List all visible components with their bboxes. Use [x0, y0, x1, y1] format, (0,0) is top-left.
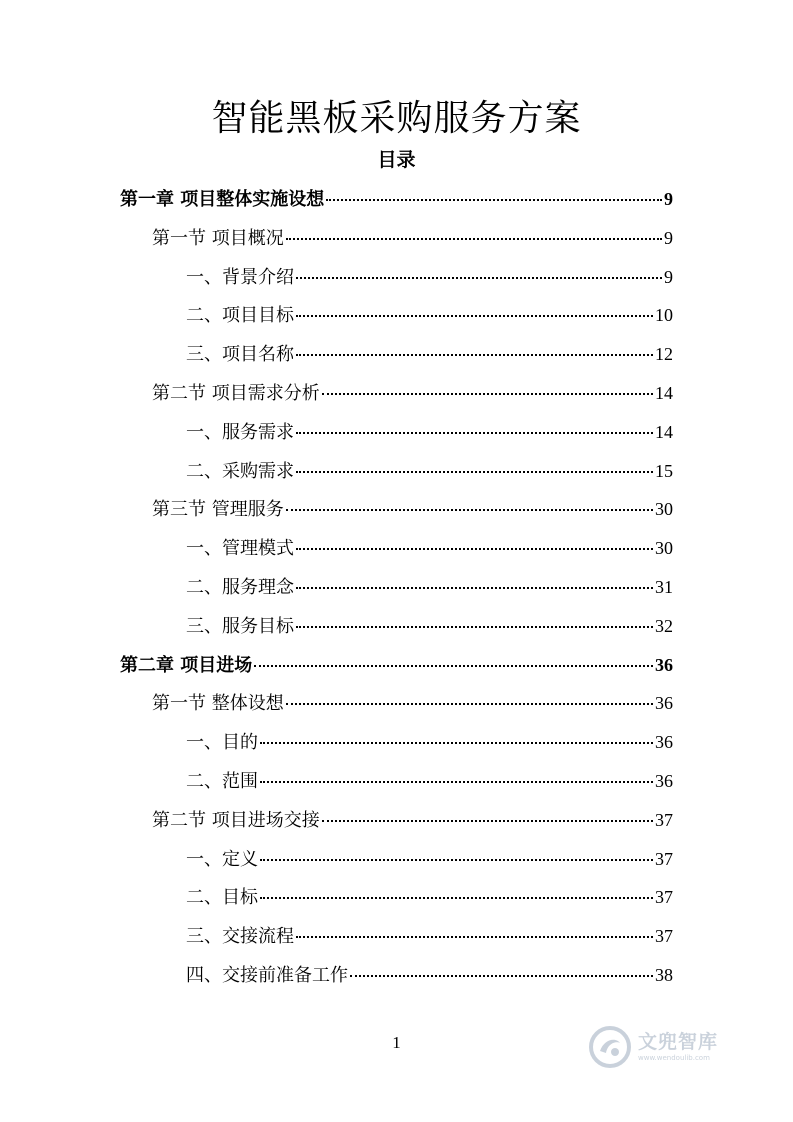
toc-entry[interactable]: [186, 340, 673, 370]
toc-entry-label: 一、目的: [186, 732, 258, 754]
toc-entry-label: 二、范围: [186, 771, 258, 792]
toc-entry[interactable]: [186, 263, 673, 293]
toc-entry[interactable]: [186, 418, 673, 448]
toc-entry-label: 一、背景介绍: [186, 266, 294, 288]
toc-entry-label: 二、目标: [186, 887, 258, 909]
toc-dot-leader: [296, 432, 653, 434]
toc-dot-leader: [296, 471, 653, 473]
toc-entry-page: 38: [655, 965, 673, 985]
toc-entry-label: 一、管理模式: [186, 538, 294, 560]
toc-entry[interactable]: [186, 728, 673, 758]
toc-entry-label: 四、交接前准备工作: [186, 965, 348, 986]
toc-dot-leader: [296, 936, 653, 938]
toc-entry-label: 第一节 整体设想: [152, 693, 284, 715]
toc-entry-label: 第二章 项目进场: [120, 654, 253, 676]
toc-entry[interactable]: [186, 612, 673, 642]
toc-entry-page: 37: [655, 848, 673, 869]
watermark-name: 文兜智库: [638, 1030, 719, 1053]
toc-entry[interactable]: [186, 883, 673, 913]
wendou-logo-icon: [588, 1025, 632, 1069]
toc-entry-label: 二、项目目标: [186, 305, 294, 327]
toc-dot-leader: [296, 587, 653, 589]
toc-entry-page: 32: [655, 615, 673, 636]
toc-entry-page: 30: [655, 499, 673, 520]
toc-dot-leader: [296, 626, 653, 628]
toc-dot-leader: [296, 315, 653, 317]
toc-entry-label: 一、服务需求: [186, 421, 294, 443]
toc-entry-label: 第二节 项目进场交接: [152, 809, 320, 831]
toc-dot-leader: [296, 277, 662, 279]
toc-entry-label: 第一节 项目概况: [152, 227, 284, 249]
page-number: 1: [392, 1033, 401, 1052]
toc-entry-label: 第一章 项目整体实施设想: [120, 189, 325, 210]
toc-entry-page: 37: [655, 926, 673, 947]
toc-entry-label: 二、采购需求: [186, 460, 294, 482]
toc-entry[interactable]: [186, 922, 673, 952]
toc-entry-page: 37: [655, 887, 673, 908]
toc-entry-page: 9: [664, 266, 673, 287]
toc-dot-leader: [322, 820, 653, 822]
toc-entry[interactable]: [152, 224, 673, 254]
toc-entry-page: 9: [664, 227, 673, 248]
watermark: [588, 1022, 748, 1072]
toc-entry-label: 第三节 管理服务: [152, 499, 284, 521]
toc-entry[interactable]: [152, 495, 673, 525]
toc-entry-page: 9: [664, 189, 673, 209]
toc-entry-page: 14: [655, 383, 673, 403]
toc-dot-leader: [326, 199, 662, 201]
document-title: 智能黑板采购服务方案: [211, 98, 582, 139]
toc-dot-leader: [286, 703, 653, 705]
toc-entry-label: 三、服务目标: [186, 615, 294, 637]
toc-heading: 目录: [377, 149, 416, 171]
toc-entry-page: 14: [655, 421, 673, 442]
watermark-url: www.wendoulib.com: [638, 1053, 710, 1062]
toc-dot-leader: [260, 742, 653, 744]
toc-entry-page: 30: [655, 538, 673, 559]
toc-entry-label: 二、服务理念: [186, 577, 294, 598]
toc-dot-leader: [322, 393, 653, 395]
toc-entry[interactable]: [152, 379, 673, 409]
toc-dot-leader: [260, 781, 653, 783]
toc-dot-leader: [296, 548, 653, 550]
toc-entry[interactable]: [186, 301, 673, 331]
toc-entry[interactable]: [120, 185, 673, 215]
toc-entry[interactable]: [186, 961, 673, 991]
toc-dot-leader: [286, 238, 662, 240]
toc-entry[interactable]: [120, 651, 673, 681]
toc-dot-leader: [260, 897, 653, 899]
toc-entry[interactable]: [152, 806, 673, 836]
toc-entry-page: 36: [655, 771, 673, 791]
toc-dot-leader: [254, 665, 653, 667]
toc-dot-leader: [286, 509, 653, 511]
toc-entry-page: 37: [655, 809, 673, 830]
toc-dot-leader: [260, 859, 653, 861]
toc-entry[interactable]: [186, 457, 673, 487]
toc-entry-label: 第二节 项目需求分析: [152, 383, 320, 404]
toc-dot-leader: [296, 354, 653, 356]
toc-entry-page: 31: [655, 577, 673, 597]
toc-entry-page: 15: [655, 460, 673, 481]
toc-entry[interactable]: [152, 689, 673, 719]
toc-entry-label: 三、项目名称: [186, 344, 294, 366]
toc-entry-page: 10: [655, 305, 673, 326]
toc-entry-page: 36: [655, 654, 673, 675]
toc-entry-page: 12: [655, 344, 673, 365]
toc-entry-label: 一、定义: [186, 848, 258, 870]
toc-dot-leader: [350, 975, 653, 977]
toc-entry[interactable]: [186, 767, 673, 797]
toc-entry[interactable]: [186, 845, 673, 875]
toc-entry[interactable]: [186, 534, 673, 564]
toc-entry-label: 三、交接流程: [186, 926, 294, 948]
toc-entry-page: 36: [655, 693, 673, 714]
toc-entry[interactable]: [186, 573, 673, 603]
toc-entry-page: 36: [655, 732, 673, 753]
